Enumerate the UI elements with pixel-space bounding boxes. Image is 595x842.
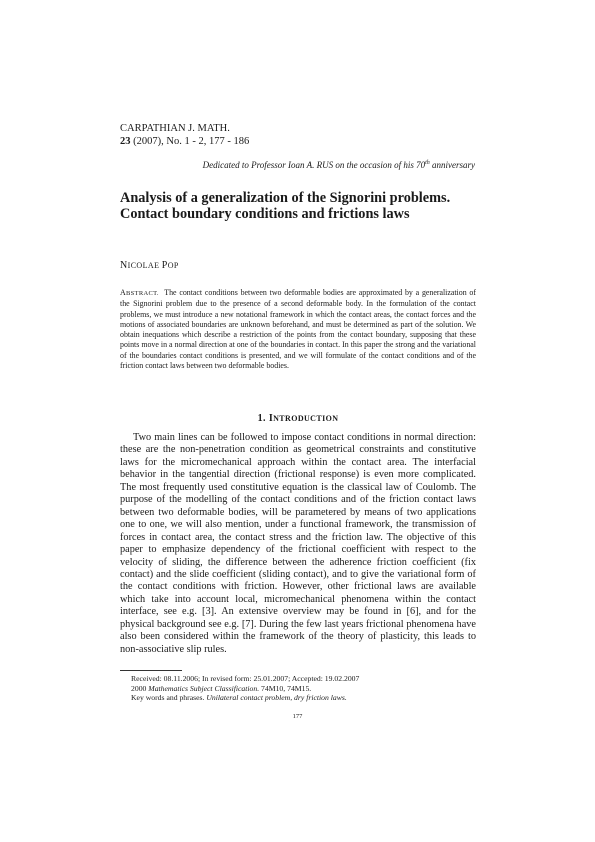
received-dates: Received: 08.11.2006; In revised form: 25.01.2007; Accepted: 19.02.2007: [131, 674, 360, 683]
author-name: NICOLAE POP: [120, 260, 179, 271]
dedication: Dedicated to Professor Ioan A. RUS on the occasion of his 70th anniversary: [202, 160, 475, 170]
journal-issue-info: (2007), No. 1 - 2, 177 - 186: [130, 136, 250, 147]
msc-classification: 2000 Mathematics Subject Classification. 74M10, 74M15.: [131, 683, 312, 693]
footnote-divider: [120, 670, 182, 671]
journal-volume: 23: [120, 136, 131, 147]
abstract-text: The contact conditions between two deformable bodies are approximated by a generalization of the Signorini problem due to the presence of a second deformable body. In the formulation of the contact problems, we must introduce a new notational framework in which the contact areas, the contact forces and the motions of associated boundaries are unknown beforehand, and must be determined as part of the solution. We obtain inequations which describe a restriction of the points from the contact boundary, supposing that these points move in a normal direction at one of the boundaries in contact. In this paper the strong and the variational of the boundaries contact conditions is presented, and we will formulate of the contact conditions and of the friction contact laws between two deformable bodies.: [120, 288, 477, 371]
abstract: [120, 288, 476, 371]
keywords: Key words and phrases. Unilateral contact problem, dry friction laws.: [131, 693, 347, 703]
abstract-label: ABSTRACT.: [120, 288, 159, 297]
paper-title: Analysis of a generalization of the Signorini problems. Contact boundary conditions and frictions laws: [120, 190, 451, 222]
journal-name: CARPATHIAN J. MATH.: [120, 123, 230, 134]
page-number: 177: [292, 713, 303, 720]
footnotes: [131, 674, 359, 703]
journal-header: [120, 122, 249, 148]
section-heading: 1. INTRODUCTION: [257, 413, 339, 424]
introduction-paragraph: Two main lines can be followed to impose contact conditions in normal direction: these are the non-penetration condition as geometrical constraints and constitutive laws for the micromechanical approach within the contact area. The interfacial behavior in the tangential direction (frictional response) is even more complicated. The most frequently used constitutive equation is the classical law of Coulomb. The purpose of the modelling of the contact conditions and of the friction contact laws between two deformable bodies, will be parametered by means of two applications one to one, we will also mention, under a functional framework, the transmission of forces in contact area, the contact stress and the friction law. The objective of this paper to emphasize dependency of the frictional coefficient with respect to the velocity of sliding, the difference between the adherence friction coefficient (fix contact) and the slide coefficient (sliding contact), and to give the variational form of the contact conditions with friction. However, other frictional laws are available which take into account local, micromechanical phenomena within the contact interface, see e.g. [3]. An extensive overview may be found in [6], and for the physical background see e.g. [7]. During the few last years frictional phenomena have also been considered within the framework of the theory of plasticity, this leads to non-associative slip rules.: [120, 432, 476, 655]
dedication-superscript: th: [425, 160, 430, 166]
journal-issue: [120, 135, 249, 148]
